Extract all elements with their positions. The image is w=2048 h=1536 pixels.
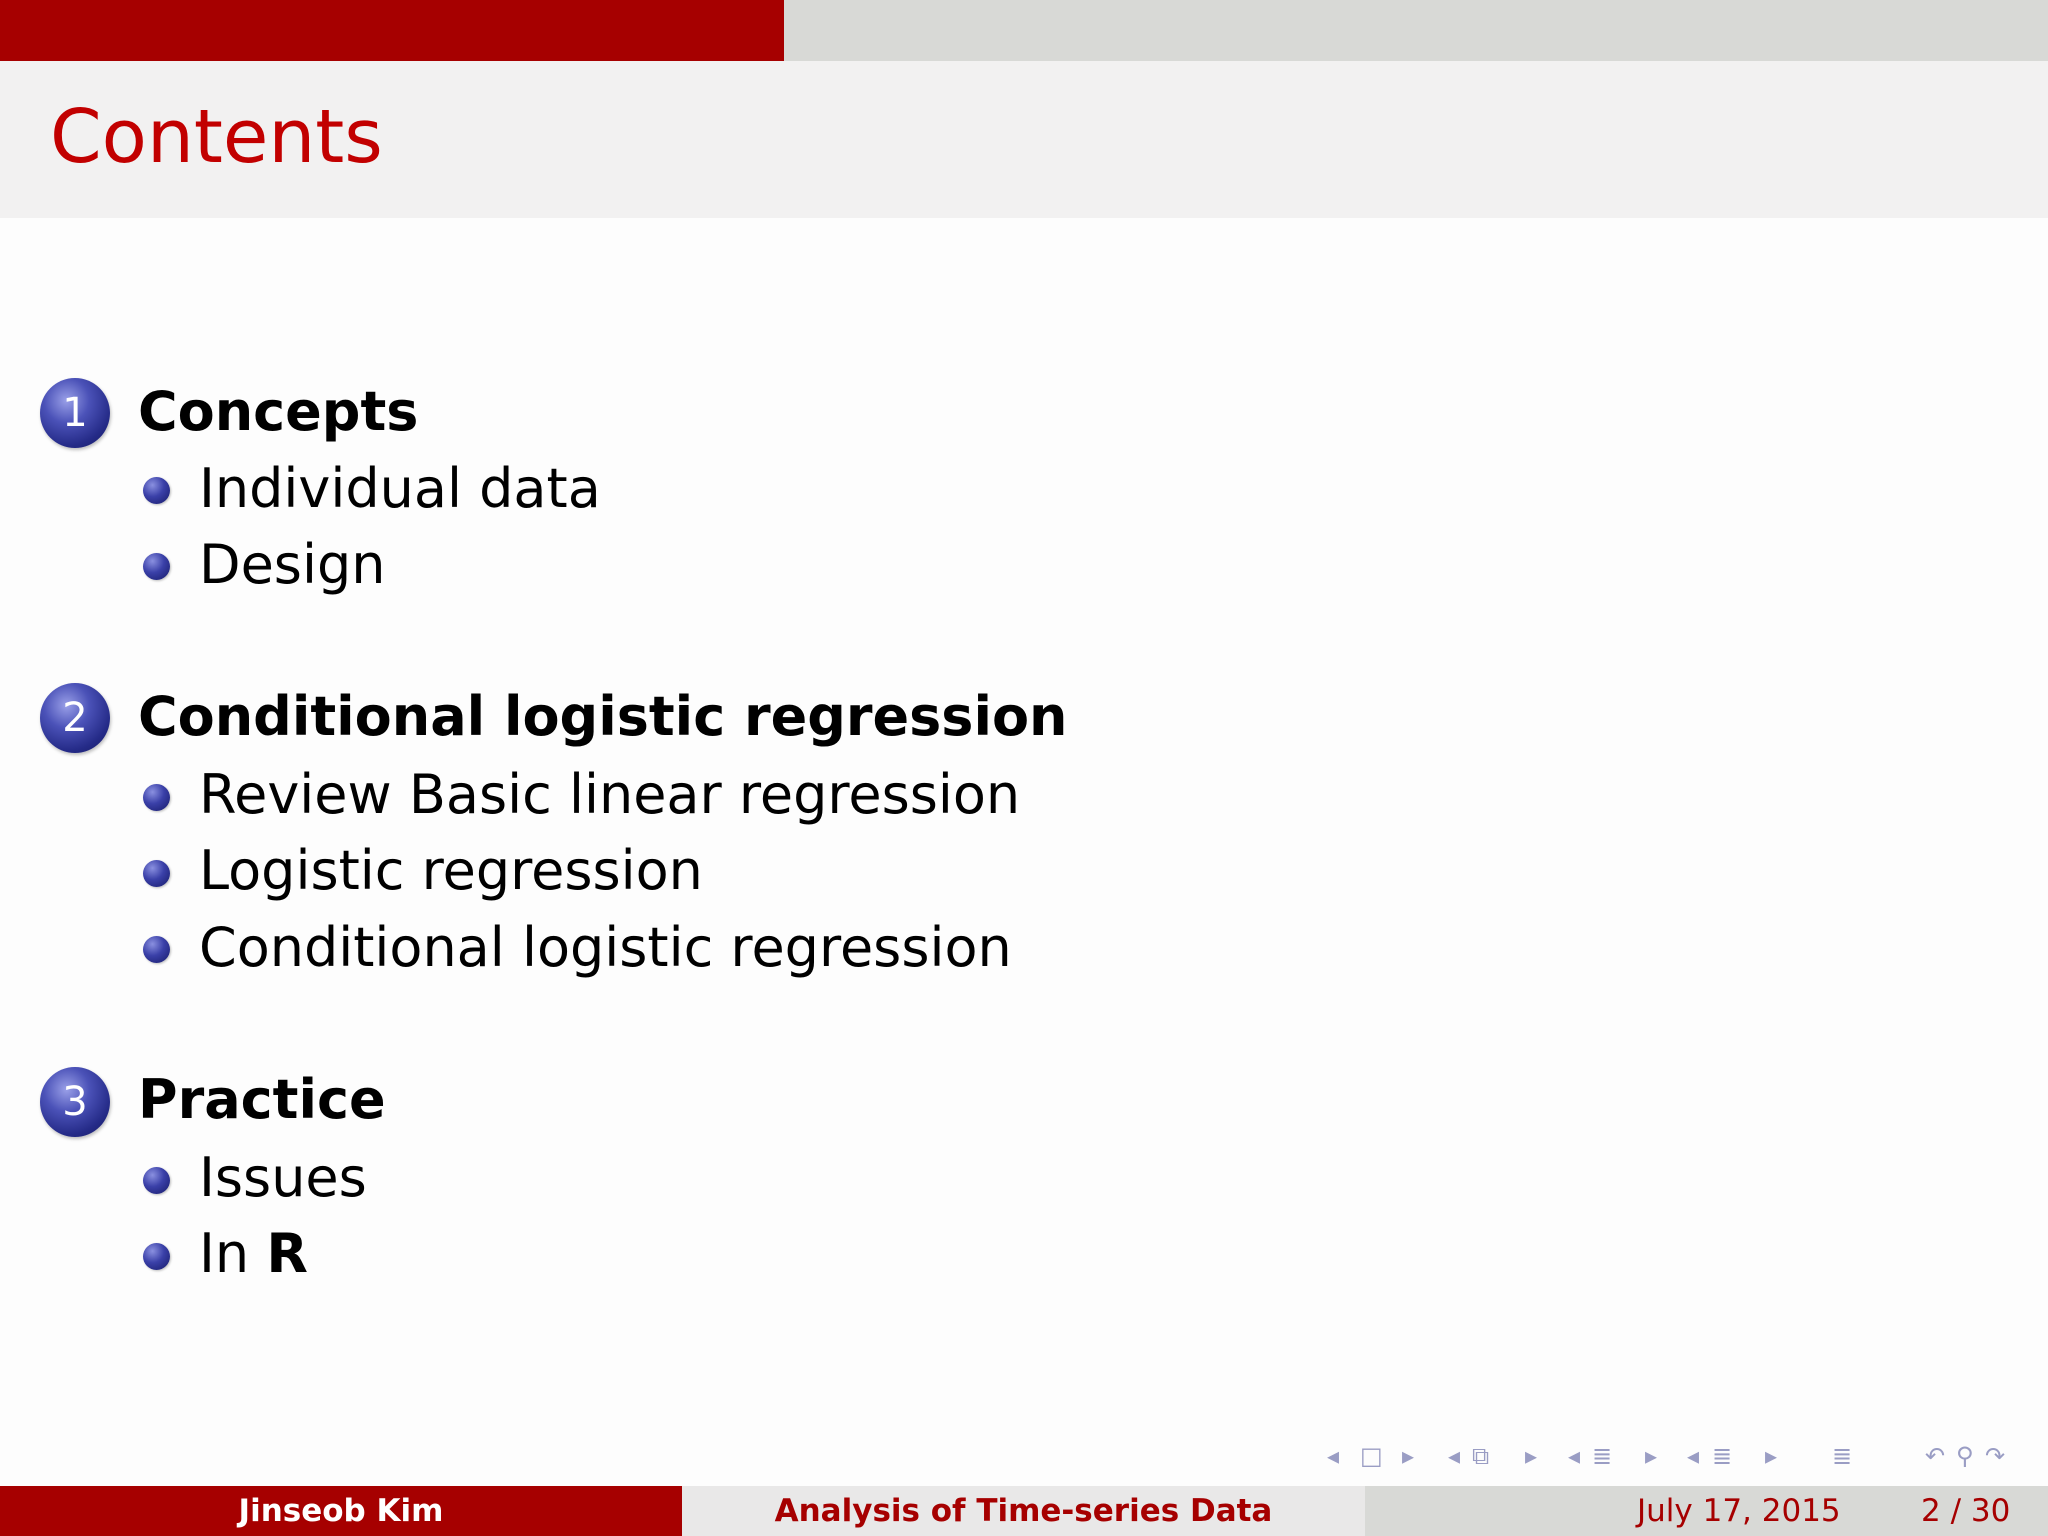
subsection-issues[interactable]: Issues [199,1146,367,1209]
bullet-icon [143,1167,170,1194]
bullet-icon [143,936,170,963]
footer-right [1365,1486,2048,1536]
section-prev-arrow-icon[interactable]: ◂ [1568,1442,1581,1470]
subsection-prev-arrow-icon[interactable]: ◂ [1448,1442,1461,1470]
subsection-icon[interactable]: ⧉ [1472,1442,1490,1470]
bullet-icon [143,784,170,811]
subsection-conditional-logistic-regression[interactable]: Conditional logistic regression [199,916,1012,979]
doc-prev-arrow-icon[interactable]: ◂ [1687,1442,1700,1470]
section-title-concepts[interactable]: Concepts [138,380,419,443]
beamer-navigation [1320,1440,2040,1472]
search-icon[interactable]: ⚲ [1956,1442,1974,1470]
undo-icon[interactable]: ↶ [1925,1442,1946,1470]
section-number-1[interactable]: 1 [40,378,110,448]
section-number-3[interactable]: 3 [40,1067,110,1137]
footer [0,1486,2048,1536]
footer-date: July 17, 2015 [1637,1493,1841,1529]
section-title-practice[interactable]: Practice [138,1068,386,1131]
bullet-icon [143,1243,170,1270]
align-icon[interactable]: ≣ [1832,1442,1853,1470]
subsection-in-label: In [199,1222,250,1285]
footer-presentation-title: Analysis of Time-series Data [682,1486,1365,1536]
page-title: Contents [50,94,383,180]
section-next-arrow-icon[interactable]: ▸ [1645,1442,1658,1470]
redo-icon[interactable]: ↷ [1985,1442,2006,1470]
r-language-label: R [266,1222,308,1285]
frame-next-arrow-icon[interactable]: ▸ [1402,1442,1415,1470]
section-number-2[interactable]: 2 [40,683,110,753]
frame-icon[interactable]: □ [1360,1442,1383,1470]
subsection-next-arrow-icon[interactable]: ▸ [1525,1442,1538,1470]
subsection-review-basic-linear-regression[interactable]: Review Basic linear regression [199,763,1021,826]
subsection-design[interactable]: Design [199,533,386,596]
doc-next-arrow-icon[interactable]: ▸ [1765,1442,1778,1470]
section-icon[interactable]: ≣ [1592,1442,1613,1470]
footer-author: Jinseob Kim [0,1486,682,1536]
subsection-individual-data[interactable]: Individual data [199,457,601,520]
subsection-logistic-regression[interactable]: Logistic regression [199,839,703,902]
doc-section-icon[interactable]: ≣ [1712,1442,1733,1470]
section-title-conditional-logistic-regression[interactable]: Conditional logistic regression [138,685,1068,748]
bullet-icon [143,860,170,887]
bullet-icon [143,553,170,580]
subsection-in-r[interactable] [199,1222,308,1285]
frame-prev-arrow-icon[interactable]: ◂ [1327,1442,1340,1470]
bullet-icon [143,477,170,504]
footer-page-number: 2 / 30 [1921,1493,2011,1529]
